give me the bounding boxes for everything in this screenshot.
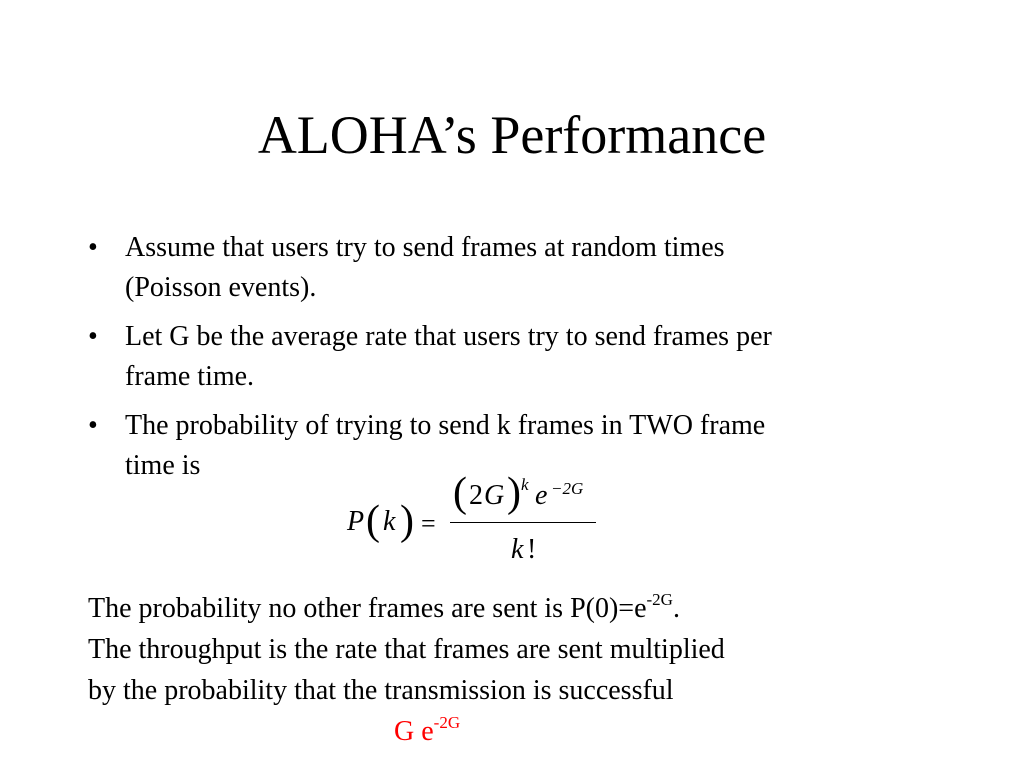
bullet-glyph: •	[88, 232, 98, 263]
formula-num-exp-k: k	[521, 475, 529, 494]
bullet-line: frame time.	[125, 361, 255, 392]
formula-num-exp: −2G	[551, 479, 584, 498]
formula-den-k: k	[511, 534, 524, 565]
formula-num-close-paren: )	[507, 470, 521, 516]
throughput-result-superscript: -2G	[433, 712, 461, 732]
bullet-glyph: •	[88, 321, 98, 352]
bullet-line: (Poisson events).	[125, 272, 317, 303]
formula-lhs-close-paren: )	[400, 498, 414, 544]
throughput-result-base: G e	[394, 716, 434, 747]
formula-lhs-k: k	[383, 506, 396, 537]
formula-num-two: 2	[469, 480, 483, 511]
throughput-result	[394, 712, 460, 752]
bullet-line: Assume that users try to send frames at random times	[125, 232, 725, 263]
bullet-list	[88, 228, 948, 498]
formula-fraction-bar	[450, 522, 596, 523]
bullet-glyph: •	[88, 410, 98, 441]
formula-den-bang: !	[527, 534, 537, 565]
slide-title: ALOHA’s Performance	[257, 105, 767, 165]
probability-formula	[343, 470, 603, 572]
bullet-item	[88, 317, 948, 397]
formula-equals: =	[421, 509, 436, 538]
body-text	[88, 588, 988, 711]
bullet-line: time is	[125, 450, 201, 481]
body-line-superscript: -2G	[646, 589, 673, 609]
formula-lhs-open-paren: (	[366, 498, 380, 544]
formula-lhs-p: P	[347, 506, 365, 537]
formula-num-open-paren: (	[453, 470, 467, 516]
formula-num-g: G	[484, 480, 505, 511]
bullet-line: Let G be the average rate that users try to send frames per	[125, 321, 772, 352]
body-line	[88, 588, 988, 629]
body-line: by the probability that the transmission is successful	[88, 675, 674, 706]
body-line: The throughput is the rate that frames are sent multiplied	[88, 634, 725, 665]
body-line-end: .	[672, 593, 680, 624]
body-line-text: The probability no other frames are sent is P(0)=e	[88, 593, 647, 624]
bullet-line: The probability of trying to send k frames in TWO frame	[125, 410, 766, 441]
formula-num-e: e	[535, 480, 548, 511]
bullet-item	[88, 228, 948, 308]
